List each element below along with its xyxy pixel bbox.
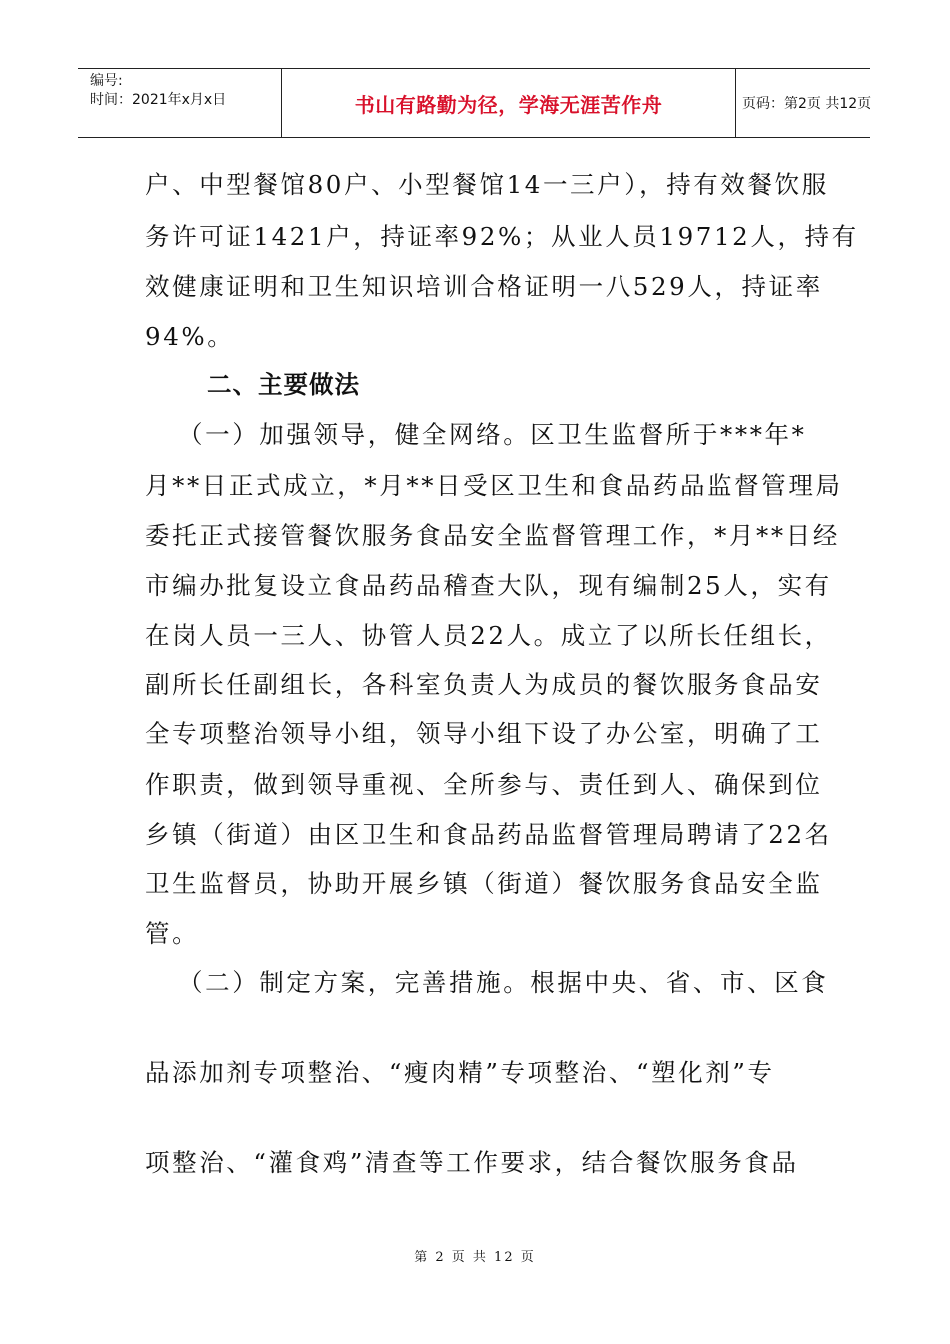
- body-line: 在岗人员一三人、协管人员22人。成立了以所长任组长，: [145, 621, 832, 650]
- serial-label: 编号:: [90, 73, 123, 89]
- header-motto-cell: [282, 69, 736, 137]
- body-line: 管。: [145, 919, 200, 948]
- header-page-cell: [736, 69, 870, 137]
- body-line: 94%。: [145, 322, 235, 351]
- body-line: 副所长任副组长，各科室负责人为成员的餐饮服务食品安: [145, 670, 823, 699]
- date-line: 时间：2021年x月x日: [90, 92, 227, 108]
- document-header: [78, 68, 870, 138]
- body-line: 作职责，做到领导重视、全所参与、责任到人、确保到位: [145, 770, 823, 799]
- body-line: 务许可证1421户，持证率92%；从业人员19712人，持有: [145, 222, 859, 251]
- body-line: （二）制定方案，完善措施。根据中央、省、市、区食: [178, 968, 829, 997]
- body-line: 乡镇（街道）由区卫生和食品药品监督管理局聘请了22名: [145, 820, 832, 849]
- motto: 书山有路勤为径，学海无涯苦作舟: [354, 92, 663, 117]
- body-line: 市编办批复设立食品药品稽查大队，现有编制25人，实有: [145, 571, 832, 600]
- body-line: 效健康证明和卫生知识培训合格证明一八529人，持证率: [145, 272, 823, 301]
- header-meta-cell: [78, 69, 282, 137]
- body-line: 卫生监督员，协助开展乡镇（街道）餐饮服务食品安全监: [145, 869, 823, 898]
- body-line: 全专项整治领导小组，领导小组下设了办公室，明确了工: [145, 719, 823, 748]
- body-line: 委托正式接管餐饮服务食品安全监督管理工作，*月**日经: [145, 521, 840, 550]
- body-line: 项整治、“灌食鸡”清查等工作要求，结合餐饮服务食品: [145, 1148, 799, 1177]
- page-info: 页码：第2页 共12页: [742, 96, 872, 112]
- body-line: 户、中型餐馆80户、小型餐馆14一三户），持有效餐饮服: [145, 170, 829, 199]
- page-footer: 第 2 页 共 12 页: [414, 1250, 536, 1265]
- body-line: 月**日正式成立，*月**日受区卫生和食品药品监督管理局: [145, 471, 843, 500]
- section-heading: 二、主要做法: [207, 370, 360, 399]
- body-line: （一）加强领导，健全网络。区卫生监督所于***年*: [178, 420, 807, 449]
- body-line: 品添加剂专项整治、“瘦肉精”专项整治、“塑化剂”专: [145, 1058, 775, 1087]
